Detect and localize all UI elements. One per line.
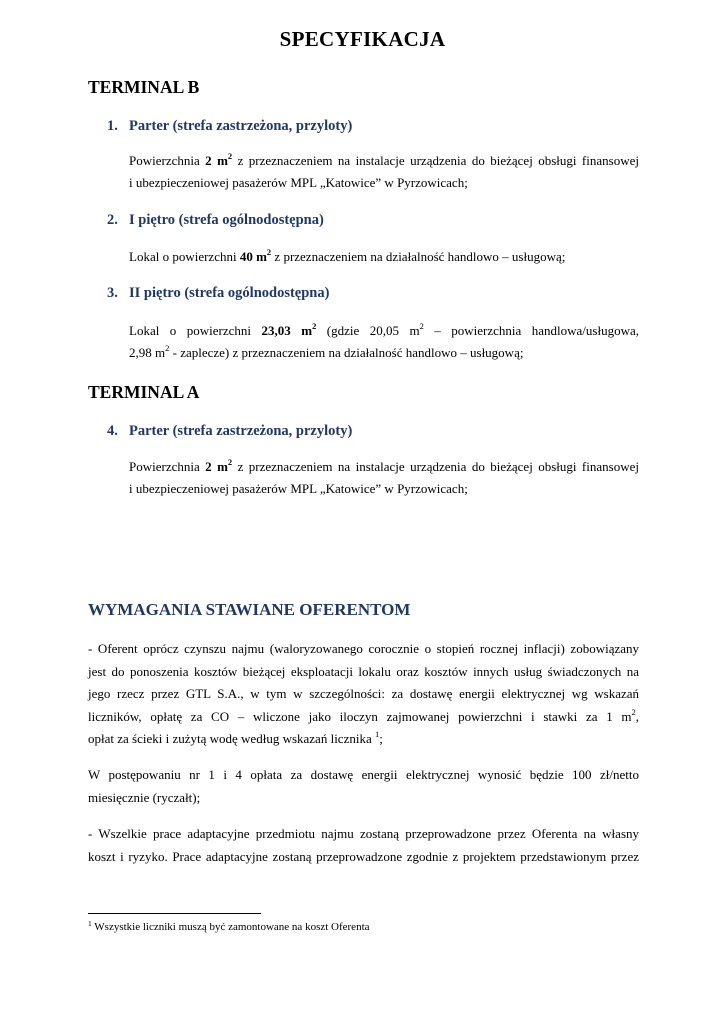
superscript: 2 xyxy=(419,321,424,331)
item-2-description xyxy=(129,246,639,268)
item-title: Parter (strefa zastrzeżona, przyloty) xyxy=(129,118,353,134)
area-value: 23,03 m xyxy=(261,323,313,338)
paragraph-line: W postępowaniu nr 1 i 4 opłata za dostawę energii elektrycznej wynosić będzie 100 zł/netto xyxy=(88,767,639,782)
superscript: 2 xyxy=(631,706,636,717)
text-segment: Lokal o powierzchni xyxy=(129,323,262,338)
item-number: 1. xyxy=(107,118,118,134)
text-segment: z przeznaczeniem na instalacje urządzenia do bieżącej obsługi finansowej xyxy=(232,153,639,168)
item-title: I piętro (strefa ogólnodostępna) xyxy=(129,212,324,228)
requirements-paragraph-3 xyxy=(88,823,639,868)
page-title: SPECYFIKACJA xyxy=(279,27,446,51)
text-segment: , xyxy=(635,708,639,724)
footnote-text: Wszystkie liczniki muszą być zamontowane na koszt Oferenta xyxy=(91,921,370,933)
terminal-b-heading: TERMINAL B xyxy=(88,77,200,97)
text-segment: Powierzchnia xyxy=(129,459,206,474)
area-value: 40 m xyxy=(239,249,267,264)
item-3-heading xyxy=(107,285,329,302)
superscript: 2 xyxy=(266,247,272,257)
item-2-heading xyxy=(107,212,324,229)
description-line xyxy=(129,456,639,478)
item-4-heading xyxy=(107,423,352,440)
item-1-heading xyxy=(107,118,352,135)
area-value: 2 m xyxy=(205,153,228,168)
item-title: II piętro (strefa ogólnodostępna) xyxy=(129,285,330,301)
paragraph-line: jest do ponoszenia kosztów bieżącej eksploatacji lokalu oraz kosztów innych usług świadczonych na xyxy=(88,663,639,679)
paragraph-line: - Oferent oprócz czynszu najmu (waloryzowanego corocznie o stopień rocznej inflacji) zobowiązany xyxy=(88,641,639,656)
description-line: i ubezpieczeniowej pasażerów MPL „Katowice” w Pyrzowicach; xyxy=(129,481,468,496)
paragraph-line: miesięcznie (ryczałt); xyxy=(88,789,201,805)
footnote-marker: 1 xyxy=(88,919,92,928)
superscript: 2 xyxy=(227,457,233,467)
text-segment: ; xyxy=(379,731,383,746)
footnote-reference: 1 xyxy=(374,729,380,739)
paragraph-line xyxy=(88,728,639,751)
description-line xyxy=(129,246,639,268)
requirements-paragraph-1 xyxy=(88,638,639,751)
item-3-description xyxy=(129,320,639,364)
area-value: 2 m xyxy=(205,459,228,474)
paragraph-line: - Wszelkie prace adaptacyjne przedmiotu najmu zostaną przeprowadzone przez Oferenta na własny xyxy=(88,826,639,841)
requirements-heading: WYMAGANIA STAWIANE OFERENTOM xyxy=(88,600,411,619)
text-segment: opłat za ścieki i zużytą wodę według wskazań licznika xyxy=(88,731,375,746)
description-line: i ubezpieczeniowej pasażerów MPL „Katowice” w Pyrzowicach; xyxy=(129,175,468,190)
item-number: 4. xyxy=(107,423,118,439)
text-segment: – powierzchnia handlowa/usługowa, xyxy=(423,323,639,338)
text-segment: Lokal o powierzchni xyxy=(129,249,240,264)
requirements-paragraph-2 xyxy=(88,764,639,809)
text-segment: z przeznaczeniem na instalacje urządzenia do bieżącej obsługi finansowej xyxy=(232,459,639,474)
description-line xyxy=(129,320,639,342)
text-segment: 2,98 m xyxy=(129,345,166,360)
superscript: 2 xyxy=(227,151,233,161)
superscript: 2 xyxy=(165,343,170,353)
description-line xyxy=(129,150,639,172)
text-segment: liczników, opłatę za CO – wliczone jako iloczyn zajmowanej powierzchni i stawki za 1 m xyxy=(88,708,632,724)
paragraph-line: koszt i ryzyko. Prace adaptacyjne zostaną przeprowadzone zgodnie z projektem przedstawionym przez xyxy=(88,848,639,864)
paragraph-line: jego rzecz przez GTL S.A., w tym w szczególności: za dostawę energii elektrycznej wg wskazań xyxy=(88,686,639,701)
terminal-a-heading: TERMINAL A xyxy=(88,382,200,402)
footnote-separator xyxy=(88,913,261,914)
description-line xyxy=(129,342,639,364)
item-4-description xyxy=(129,456,639,500)
item-number: 3. xyxy=(107,285,118,301)
item-number: 2. xyxy=(107,212,118,228)
text-segment: (gdzie 20,05 m xyxy=(316,323,420,338)
paragraph-line xyxy=(88,706,639,729)
item-1-description xyxy=(129,150,639,194)
superscript: 2 xyxy=(312,321,317,331)
footnote xyxy=(88,921,370,933)
text-segment: z przeznaczeniem na działalność handlowo – usługową; xyxy=(271,249,566,264)
text-segment: - zaplecze) z przeznaczeniem na działalność handlowo – usługową; xyxy=(169,345,524,360)
item-title: Parter (strefa zastrzeżona, przyloty) xyxy=(129,423,353,439)
text-segment: Powierzchnia xyxy=(129,153,206,168)
